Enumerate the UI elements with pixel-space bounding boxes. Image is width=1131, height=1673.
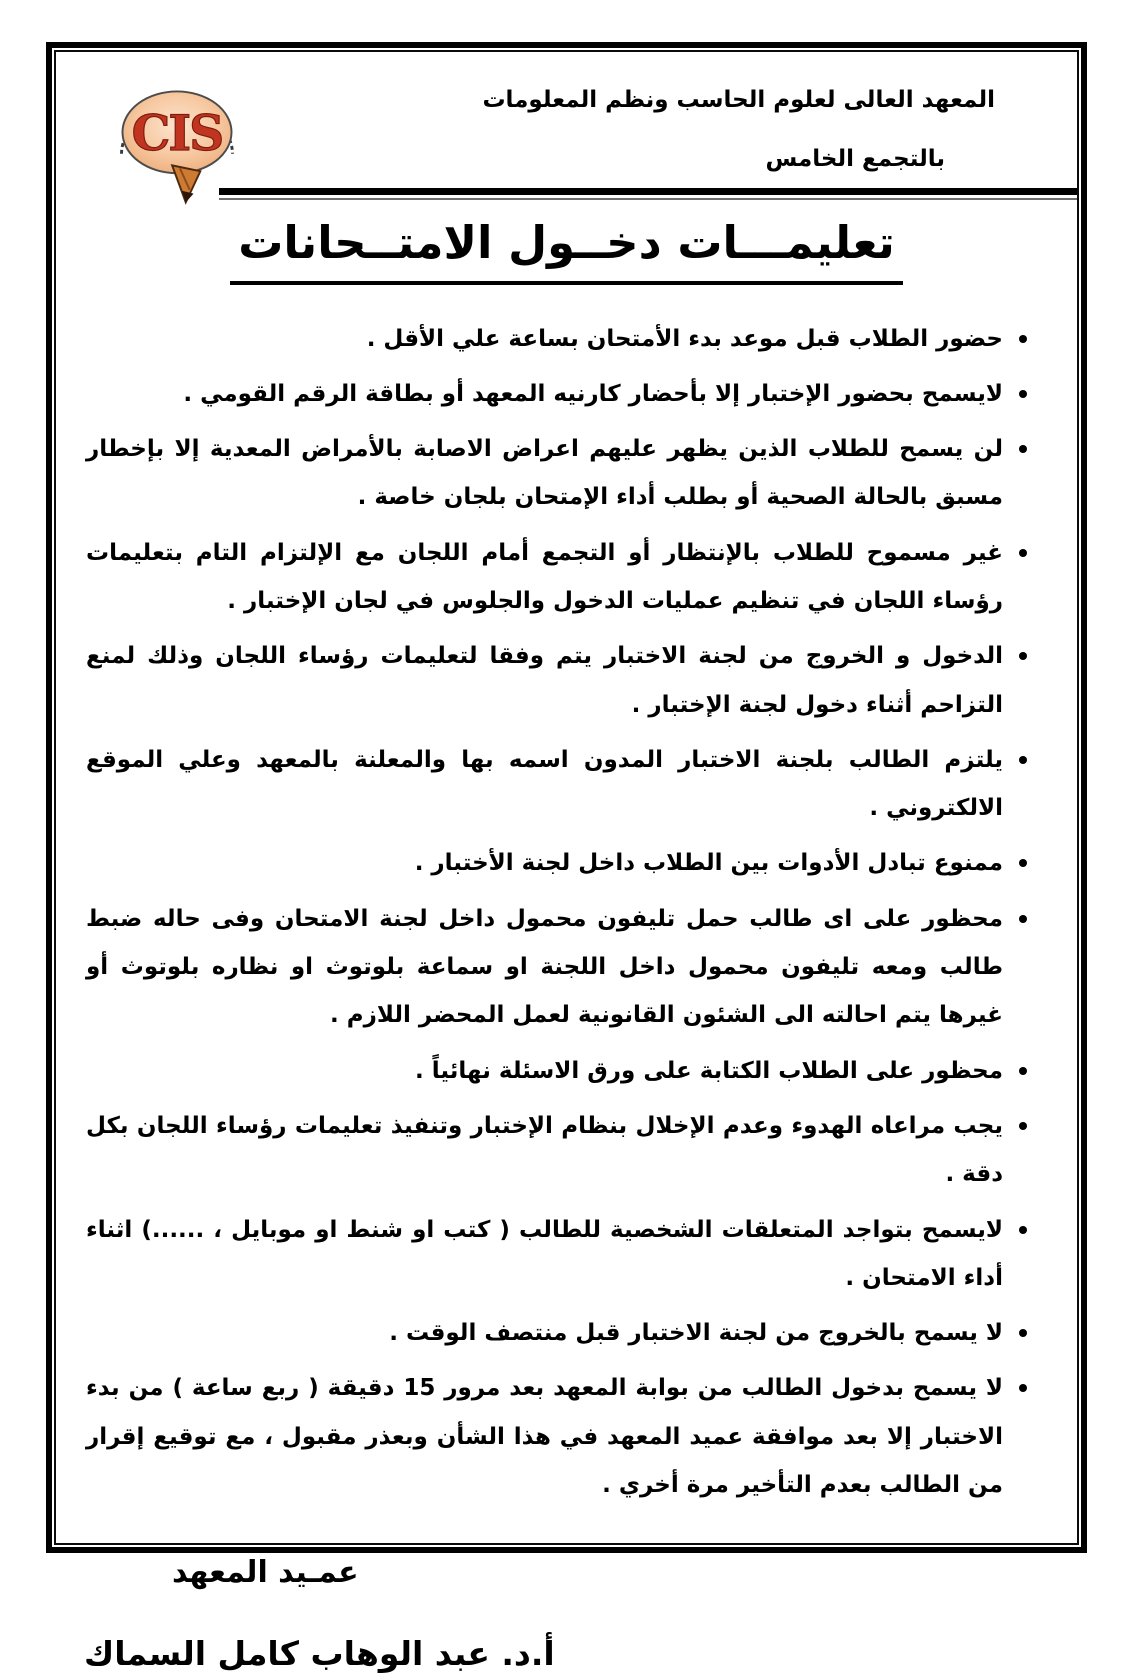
instruction-text: لا يسمح بدخول الطالب من بوابة المعهد بعد مرور 15 دقيقة ( ربع ساعة ) من بدء الاختبار إلا بعد موافقة عميد المعهد في هذا الشأن وبعذر مقبول ، مع توقيع إقرار من الطالب بعدم التأخير مرة أخري . [86, 1375, 1003, 1499]
instructions-list [86, 315, 1027, 1510]
bullet-icon [1019, 390, 1027, 398]
instruction-text: لا يسمح بالخروج من لجنة الاختبار قبل منتصف الوقت . [389, 1320, 1003, 1347]
bullet-icon [1019, 756, 1027, 764]
bullet-icon [1019, 1329, 1027, 1337]
signature-name: أ.د. عبد الوهاب كامل السماك [84, 1634, 555, 1673]
list-item [86, 1309, 1027, 1357]
instruction-text: يلتزم الطالب بلجنة الاختبار المدون اسمه بها والمعلنة بالمعهد وعلي الموقع الالكتروني . [86, 746, 1003, 822]
bullet-icon [1019, 1384, 1027, 1392]
list-item [86, 1206, 1027, 1303]
list-item [86, 315, 1027, 363]
institute-location: بالتجمع الخامس [765, 145, 945, 172]
list-item [86, 895, 1027, 1040]
list-item [86, 1364, 1027, 1509]
instruction-text: غير مسموح للطلاب بالإنتظار أو التجمع أمام اللجان مع الإلتزام التام بتعليمات رؤساء اللجان في تنظيم عمليات الدخول والجلوس في لجان الإختبار . [86, 539, 1003, 614]
instruction-text: يجب مراعاه الهدوء وعدم الإخلال بنظام الإختبار وتنفيذ تعليمات رؤساء اللجان بكل دقة . [86, 1112, 1003, 1188]
logo-cis-text: CIS [131, 104, 223, 162]
bullet-icon [1019, 549, 1027, 557]
instruction-text: لن يسمح للطلاب الذين يظهر عليهم اعراض الاصابة بالأمراض المعدية إلا بإخطار مسبق بالحالة الصحية أو بطلب أداء الإمتحان بلجان خاصة . [86, 436, 1003, 511]
instruction-text: الدخول و الخروج من لجنة الاختبار يتم وفقا لتعليمات رؤساء اللجان وذلك لمنع التزاحم أثناء دخول لجنة الإختبار . [86, 643, 1003, 718]
signature-role: عمـيد المعهد [172, 1555, 359, 1591]
list-item [86, 425, 1027, 522]
bullet-icon [1019, 1122, 1027, 1130]
list-item [86, 370, 1027, 418]
list-item [86, 1047, 1027, 1095]
bullet-icon [1019, 652, 1027, 660]
instruction-text: ممنوع تبادل الأدوات بين الطلاب داخل لجنة الأختبار . [414, 850, 1003, 877]
list-item [86, 1102, 1027, 1199]
list-item [86, 529, 1027, 626]
institute-name: المعهد العالى لعلوم الحاسب ونظم المعلومات [482, 87, 995, 113]
instruction-text: حضور الطلاب قبل موعد بدء الأمتحان بساعة علي الأقل . [366, 325, 1003, 352]
bullet-icon [1019, 1067, 1027, 1075]
page-border [46, 42, 1087, 1673]
bullet-icon [1019, 1226, 1027, 1234]
instruction-text: محظور على الطلاب الكتابة على ورق الاسئلة نهائياً . [415, 1057, 1003, 1084]
bullet-icon [1019, 915, 1027, 923]
list-item [86, 632, 1027, 729]
instruction-text: لايسمح بتواجد المتعلقات الشخصية للطالب ( كتب او شنط او موبايل ، ......) اثناء أداء الامتحان . [86, 1216, 1003, 1291]
list-item [86, 839, 1027, 887]
page-title: تعليمـــات دخــول الامتــحانات [230, 216, 903, 285]
bullet-icon [1019, 335, 1027, 343]
page-inner-border [54, 50, 1079, 1673]
instruction-text: محظور على اى طالب حمل تليفون محمول داخل لجنة الامتحان وفى حاله ضبط طالب ومعه تليفون محمول داخل اللجنة او سماعة بلوتوث او نظاره بلوتوث أو غيرها يتم احالته الى الشئون القانونية لعمل المحضر اللازم . [86, 905, 1003, 1029]
list-item [86, 736, 1027, 833]
instruction-text: لايسمح بحضور الإختبار إلا بأحضار كارنيه المعهد أو بطاقة الرقم القومي . [183, 380, 1003, 407]
bullet-icon [1019, 859, 1027, 867]
title-wrap [56, 216, 1077, 285]
bullet-icon [1019, 445, 1027, 453]
header-divider [219, 188, 1077, 200]
